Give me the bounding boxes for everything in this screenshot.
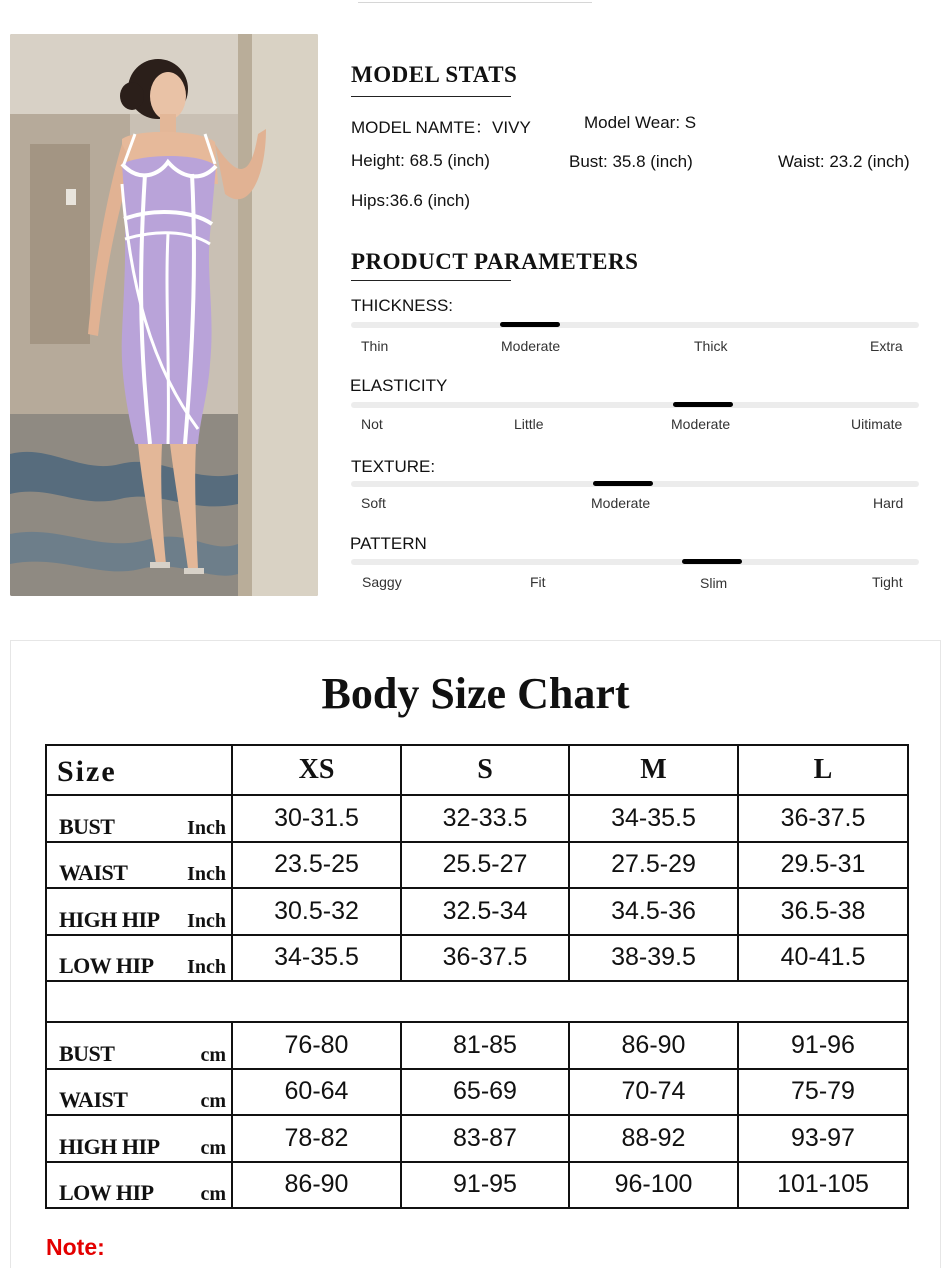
table-cell: 86-90 [232, 1162, 401, 1209]
table-cell: 25.5-27 [401, 842, 569, 889]
row-label-cell [46, 795, 232, 842]
product-parameters-title: PRODUCT PARAMETERS [351, 249, 639, 274]
pattern-label: PATTERN [350, 534, 427, 553]
table-row [46, 842, 908, 889]
row-label-cell [46, 1162, 232, 1209]
product-photo [10, 34, 318, 596]
elasticity-label: ELASTICITY [350, 376, 448, 395]
table-cell: 34-35.5 [232, 935, 401, 982]
size-column-header: XS [232, 745, 401, 795]
thickness-tick: Thin [361, 338, 389, 354]
model-name: MODEL NAMTE：VIVY [351, 118, 531, 137]
table-cell: 101-105 [738, 1162, 908, 1209]
pattern-tick: Tight [872, 574, 903, 590]
table-row [46, 795, 908, 842]
table-cell: 36.5-38 [738, 888, 908, 935]
measurement-name: HIGH HIP [59, 1133, 160, 1159]
table-row [46, 1069, 908, 1116]
elasticity-tick: Uitimate [851, 416, 903, 432]
table-row [46, 935, 908, 982]
thickness-tick: Moderate [501, 338, 561, 354]
measurement-name: HIGH HIP [59, 906, 160, 932]
table-cell: 34.5-36 [569, 888, 738, 935]
table-cell: 70-74 [569, 1069, 738, 1116]
size-column-header: M [569, 745, 738, 795]
thickness-tick: Extra [870, 338, 903, 354]
measurement-name: LOW HIP [59, 953, 154, 978]
unit-label: cm [200, 1183, 226, 1205]
model-wear: Model Wear: S [584, 113, 697, 132]
table-spacer-row [46, 981, 908, 1022]
unit-label: Inch [187, 909, 226, 932]
table-row [46, 1162, 908, 1209]
texture-tick: Soft [361, 495, 386, 511]
pattern-selected-marker [682, 559, 742, 564]
table-cell: 88-92 [569, 1115, 738, 1162]
size-chart-title: Body Size Chart [321, 669, 630, 718]
unit-label: cm [200, 1043, 226, 1066]
product-parameters-underline [351, 280, 511, 281]
measurement-name: BUST [59, 813, 115, 839]
thickness-scale [351, 322, 919, 328]
elasticity-selected-marker [673, 402, 733, 407]
texture-selected-marker [593, 481, 653, 486]
model-stats-title: MODEL STATS [351, 62, 518, 87]
model-hips: Hips:36.6 (inch) [351, 191, 471, 210]
top-divider [358, 2, 592, 3]
elasticity-scale [351, 402, 919, 408]
table-cell: 86-90 [569, 1022, 738, 1069]
texture-tick: Moderate [591, 495, 651, 511]
table-cell: 36-37.5 [401, 935, 569, 982]
table-cell: 30-31.5 [232, 795, 401, 842]
unit-label: cm [200, 1090, 226, 1112]
row-label-cell [46, 1022, 232, 1069]
table-row [46, 1022, 908, 1069]
table-cell: 91-96 [738, 1022, 908, 1069]
row-label-cell [46, 888, 232, 935]
table-cell: 83-87 [401, 1115, 569, 1162]
size-header-cell: Size [46, 745, 232, 795]
size-column-header: S [401, 745, 569, 795]
elasticity-tick: Not [361, 416, 383, 432]
pattern-tick: Saggy [362, 574, 402, 590]
size-column-header: L [738, 745, 908, 795]
table-cell: 60-64 [232, 1069, 401, 1116]
table-cell: 27.5-29 [569, 842, 738, 889]
pattern-scale [351, 559, 919, 565]
texture-tick: Hard [873, 495, 904, 511]
unit-label: Inch [187, 956, 226, 978]
table-cell: 32-33.5 [401, 795, 569, 842]
thickness-label: THICKNESS: [351, 296, 454, 315]
pattern-tick: Slim [700, 575, 728, 591]
table-row [46, 1115, 908, 1162]
thickness-tick: Thick [694, 338, 728, 354]
thickness-selected-marker [500, 322, 560, 327]
model-waist: Waist: 23.2 (inch) [778, 152, 910, 171]
table-cell: 91-95 [401, 1162, 569, 1209]
table-header-row [46, 745, 908, 795]
table-row [46, 888, 908, 935]
table-cell: 23.5-25 [232, 842, 401, 889]
measurement-name: BUST [59, 1040, 115, 1066]
table-cell: 38-39.5 [569, 935, 738, 982]
elasticity-tick: Moderate [671, 416, 731, 432]
table-cell: 78-82 [232, 1115, 401, 1162]
table-cell: 76-80 [232, 1022, 401, 1069]
model-stats-underline [351, 96, 511, 97]
table-cell: 32.5-34 [401, 888, 569, 935]
table-cell: 34-35.5 [569, 795, 738, 842]
unit-label: cm [200, 1136, 226, 1159]
note-label: Note: [46, 1234, 105, 1260]
table-cell: 75-79 [738, 1069, 908, 1116]
measurement-name: WAIST [59, 860, 128, 885]
unit-label: Inch [187, 863, 226, 885]
table-cell: 36-37.5 [738, 795, 908, 842]
measurement-name: WAIST [59, 1087, 128, 1112]
table-cell: 93-97 [738, 1115, 908, 1162]
table-cell: 40-41.5 [738, 935, 908, 982]
model-bust: Bust: 35.8 (inch) [569, 152, 693, 171]
table-cell: 29.5-31 [738, 842, 908, 889]
model-height: Height: 68.5 (inch) [351, 151, 490, 170]
table-cell: 65-69 [401, 1069, 569, 1116]
table-cell: 81-85 [401, 1022, 569, 1069]
row-label-cell [46, 935, 232, 982]
table-cell: 30.5-32 [232, 888, 401, 935]
size-chart-table [45, 744, 909, 1209]
row-label-cell [46, 1115, 232, 1162]
texture-label: TEXTURE: [351, 457, 436, 476]
unit-label: Inch [187, 816, 226, 839]
pattern-tick: Fit [530, 574, 546, 590]
measurement-name: LOW HIP [59, 1180, 154, 1205]
row-label-cell [46, 1069, 232, 1116]
row-label-cell [46, 842, 232, 889]
elasticity-tick: Little [514, 416, 544, 432]
table-cell: 96-100 [569, 1162, 738, 1209]
spacer-cell [46, 981, 908, 1022]
